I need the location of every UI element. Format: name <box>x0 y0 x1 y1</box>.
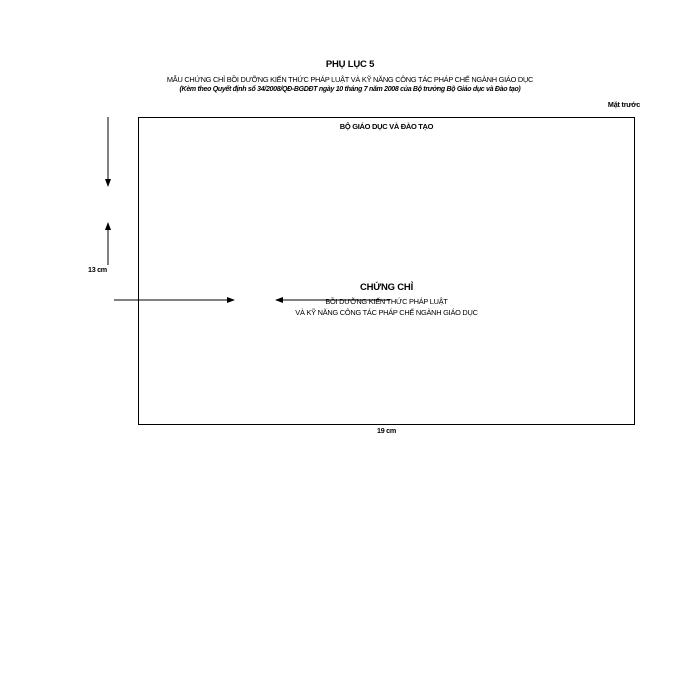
document-subheading: (Kèm theo Quyết định số 34/2008/QĐ-BGDĐT ngày 10 tháng 7 năm 2008 của Bộ trưởng Bộ Giáo dục và Đào tạo) <box>179 86 521 93</box>
certificate-frame <box>138 117 635 425</box>
height-dimension-label: 13 cm <box>88 265 107 274</box>
certificate-line-1: BỒI DƯỠNG KIẾN THỨC PHÁP LUẬT <box>325 297 448 306</box>
certificate-line-2: VÀ KỸ NĂNG CÔNG TÁC PHÁP CHẾ NGÀNH GIÁO DỤC <box>295 308 478 317</box>
appendix-title: PHỤ LỤC 5 <box>325 59 375 70</box>
ministry-name: BỘ GIÁO DỤC VÀ ĐÀO TẠO <box>339 122 434 131</box>
certificate-title: CHỨNG CHỈ <box>359 282 414 293</box>
width-dimension-label: 19 cm <box>377 426 396 435</box>
document-heading: MẪU CHỨNG CHỈ BỒI DƯỠNG KIẾN THỨC PHÁP LUẬT VÀ KỸ NĂNG CÔNG TÁC PHÁP CHẾ NGÀNH GIÁO DỤC <box>166 75 534 84</box>
face-label: Mặt trước <box>607 100 640 109</box>
